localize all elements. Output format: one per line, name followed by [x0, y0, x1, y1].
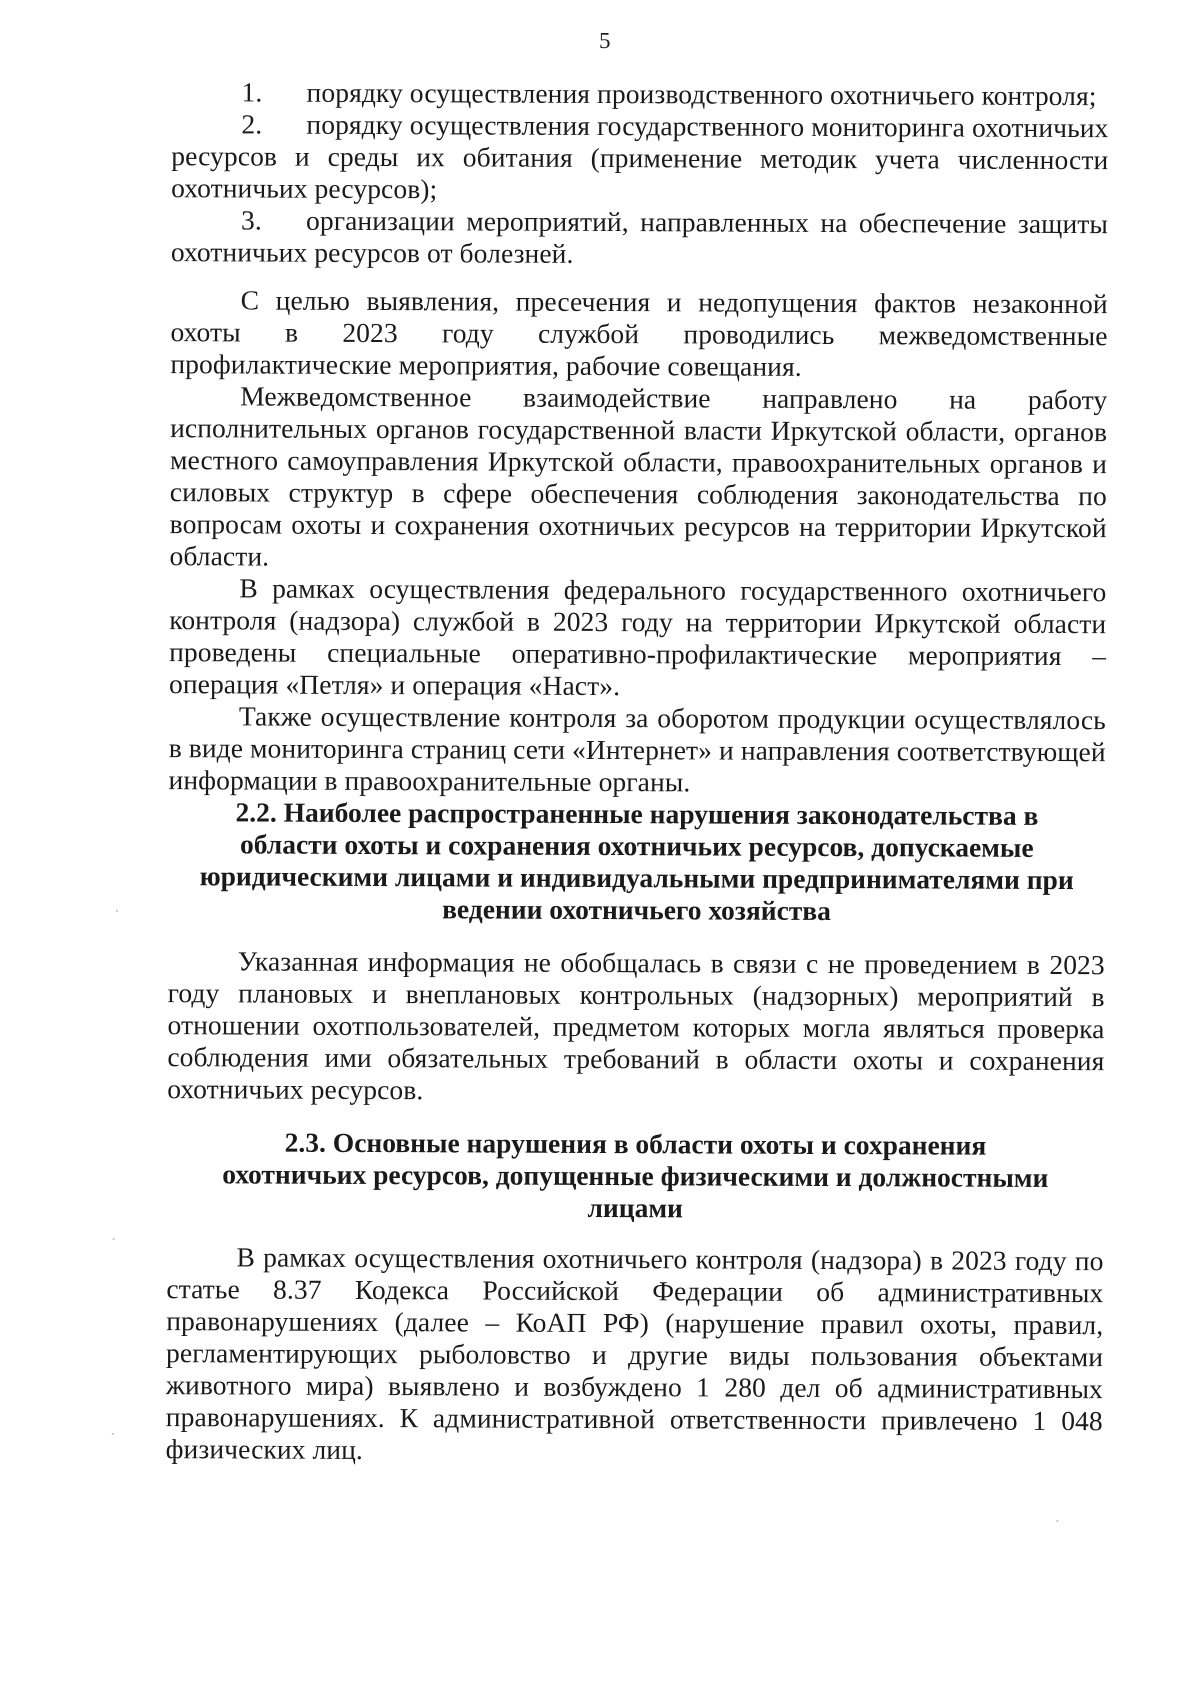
paragraph: Также осуществление контроля за оборотом продукции осуществлялось в виде мониторинга страниц сети «Интернет» и направления соответствующей информации в правоохранительные органы.	[168, 700, 1106, 798]
heading-line: юридическими лицами и индивидуальными предпринимателями при	[199, 860, 1074, 896]
heading-line: лицами	[587, 1191, 684, 1224]
section-2-3-body	[166, 1241, 1104, 1469]
scan-speck	[1056, 1520, 1058, 1522]
numbered-list	[171, 76, 1109, 272]
list-item-text: организации мероприятий, направленных на обеспечение защиты охотничьих ресурсов от болезней.	[170, 204, 1109, 269]
scan-speck	[113, 1238, 115, 1240]
list-item-text: порядку осуществления производственного охотничьего контроля;	[306, 76, 1097, 112]
list-item-text: порядку осуществления государственного мониторинга охотничьих ресурсов и среды их обитания (применение методик учета численности охотничьих ресурсов);	[171, 108, 1109, 205]
scan-speck	[116, 910, 118, 912]
paragraph: С целью выявления, пресечения и недопущения фактов незаконной охоты в 2023 году службой проводились межведомственные профилактические мероприятия, рабочие совещания.	[170, 284, 1108, 382]
heading-line: области охоты и сохранения охотничьих ресурсов, допускаемые	[239, 828, 1034, 863]
paragraph: Указанная информация не обобщалась в связи с не проведением в 2023 году плановых и внеплановых контрольных (надзорных) мероприятий в отношении охотпользователей, предметом которых могла являться проверка соблюдения ими обязательных требований в области охоты и сохранения охотничьих ресурсов.	[167, 945, 1105, 1106]
body-paragraphs	[169, 284, 1108, 800]
list-item-1	[172, 76, 1109, 112]
scan-speck	[112, 1433, 114, 1435]
list-item-2	[171, 108, 1108, 208]
heading-line: охотничьих ресурсов, допущенные физическими и должностными	[222, 1158, 1049, 1193]
list-item-number: 3.	[240, 204, 262, 236]
list-item-number: 1.	[241, 76, 263, 108]
section-2-2-body	[167, 945, 1105, 1109]
list-item-number: 2.	[241, 108, 263, 140]
paragraph: В рамках осуществления охотничьего контроля (надзора) в 2023 году по статье 8.37 Кодекса Российской Федерации об административных правонарушениях (далее – КоАП РФ) (нарушение правил охоты, правил, регламентирующих рыболовство и другие виды пользования объектами животного мира) выявлено и возбуждено 1 280 дел об административных правонарушениях. К административной ответственности привлечено 1 048 физических лиц.	[165, 1241, 1104, 1465]
heading-line: 2.2. Наиболее распространенные нарушения законодательства в	[235, 796, 1039, 831]
list-item-3	[171, 204, 1108, 272]
page-number: 5	[599, 27, 611, 54]
paragraph: Межведомственное взаимодействие направлено на работу исполнительных органов государственной власти Иркутской области, органов местного самоуправления Иркутской области, правоохранительных органов и силовых структур в сфере обеспечения соблюдения законодательства по вопросам охоты и сохранения охотничьих ресурсов на территории Иркутской области.	[169, 380, 1108, 572]
section-2-2-heading	[168, 796, 1106, 928]
section-2-3-heading	[167, 1126, 1104, 1226]
heading-line: 2.3. Основные нарушения в области охоты и сохранения	[284, 1126, 987, 1161]
paragraph: В рамках осуществления федерального государственного охотничьего контроля (надзора) службой в 2023 году на территории Иркутской области проведены специальные оперативно-профилактические мероприятия – операция «Петля» и операция «Наст».	[168, 572, 1107, 702]
heading-line: ведении охотничьего хозяйства	[442, 893, 832, 927]
